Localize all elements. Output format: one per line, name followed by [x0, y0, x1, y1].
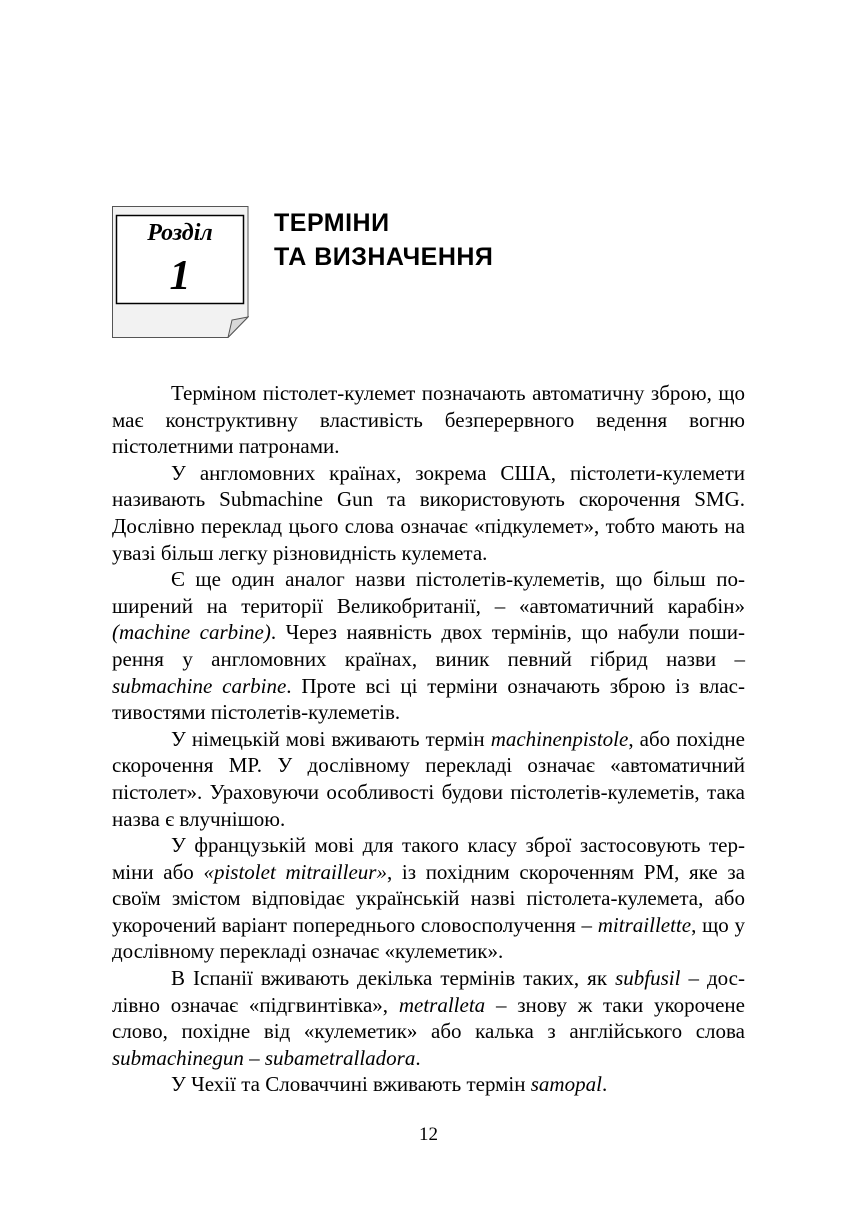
paragraph	[112, 832, 745, 965]
text-run: , із похідним скороченням PM, яке за своїм змістом відповідає українській назві пістолета-кулемета, або укорочений варіант попереднього словосполучення –	[112, 859, 745, 937]
paragraph	[112, 726, 745, 832]
chapter-title	[274, 206, 493, 274]
italic-term: mitraillette	[597, 912, 692, 937]
chapter-title-line-2: ТА ВИЗНАЧЕННЯ	[274, 243, 494, 271]
text-run: .	[415, 1045, 421, 1070]
chapter-number: 1	[169, 253, 191, 299]
italic-term: submachinegun	[112, 1045, 244, 1070]
paragraph	[112, 460, 745, 566]
text-run: В Іспанії вживають декілька термінів таких, як	[171, 966, 616, 991]
text-run: Є ще один аналог назви пістолетів-кулеметів, що більш поширений на території Великобританії, – «автоматичний карабін»	[112, 567, 745, 618]
italic-term: (machine carbine)	[112, 620, 271, 645]
italic-term: samopal	[530, 1072, 602, 1097]
paragraph	[112, 566, 745, 726]
text-run: У англомовних країнах, зокрема США, пістолети-кулемети називають Submachine Gun та використовують скорочення SMG. Дослівно переклад цього слова означає «підкулемет», тобто мають на увазі більш легку різновидність кулемета.	[112, 460, 745, 565]
body-text	[112, 380, 745, 1098]
chapter-badge	[112, 206, 249, 338]
text-run: , або похідне скорочення MP. У дослівному перекладі означає «автоматичний пістолет». Ураховуючи особливості будови пістолетів-кулеметів, така назва є влучнішою.	[112, 726, 745, 831]
paragraph	[112, 380, 745, 460]
italic-term: metralleta	[398, 992, 486, 1017]
text-run: У німецькій мові вживають термін	[171, 726, 491, 751]
text-run: . Проте всі ці терміни означають зброю із властивостями пістолетів-кулеметів.	[112, 673, 745, 725]
page-number: 12	[419, 1124, 438, 1145]
chapter-title-line-1: ТЕРМІНИ	[274, 209, 390, 237]
paragraph	[112, 1071, 745, 1098]
chapter-label: Розділ	[147, 220, 213, 246]
text-run: Терміном пістолет-кулемет позначають автоматичну зброю, що має конструктивну властивість безперервного ведення вогню пістолетними патронами.	[112, 381, 745, 459]
text-run: , що у дослівному перекладі означає «кулеметик».	[112, 912, 746, 964]
italic-term: subametralladora	[264, 1045, 416, 1070]
italic-term: «pistolet mitrailleur»	[203, 859, 387, 884]
italic-term: submachine carbine	[112, 673, 287, 698]
text-run: – знову ж таки укорочене слово, похідне від «кулеметик» або калька з англійського слова	[112, 992, 745, 1044]
text-run: У Чехії та Словаччині вживають термін	[171, 1072, 531, 1097]
text-run: У французькій мові для такого класу зброї застосовують терміни або	[112, 833, 745, 884]
text-run: –	[243, 1045, 265, 1070]
italic-term: machinenpistole	[490, 726, 629, 751]
italic-term: subfusil	[615, 966, 681, 991]
text-run: .	[601, 1072, 608, 1097]
paragraph	[112, 965, 745, 1071]
text-run: – дослівно означає «підгвинтівка»,	[112, 966, 746, 1017]
text-run: . Через наявність двох термінів, що набули поширення у англомовних країнах, виник певний гібрид назви –	[112, 620, 746, 671]
